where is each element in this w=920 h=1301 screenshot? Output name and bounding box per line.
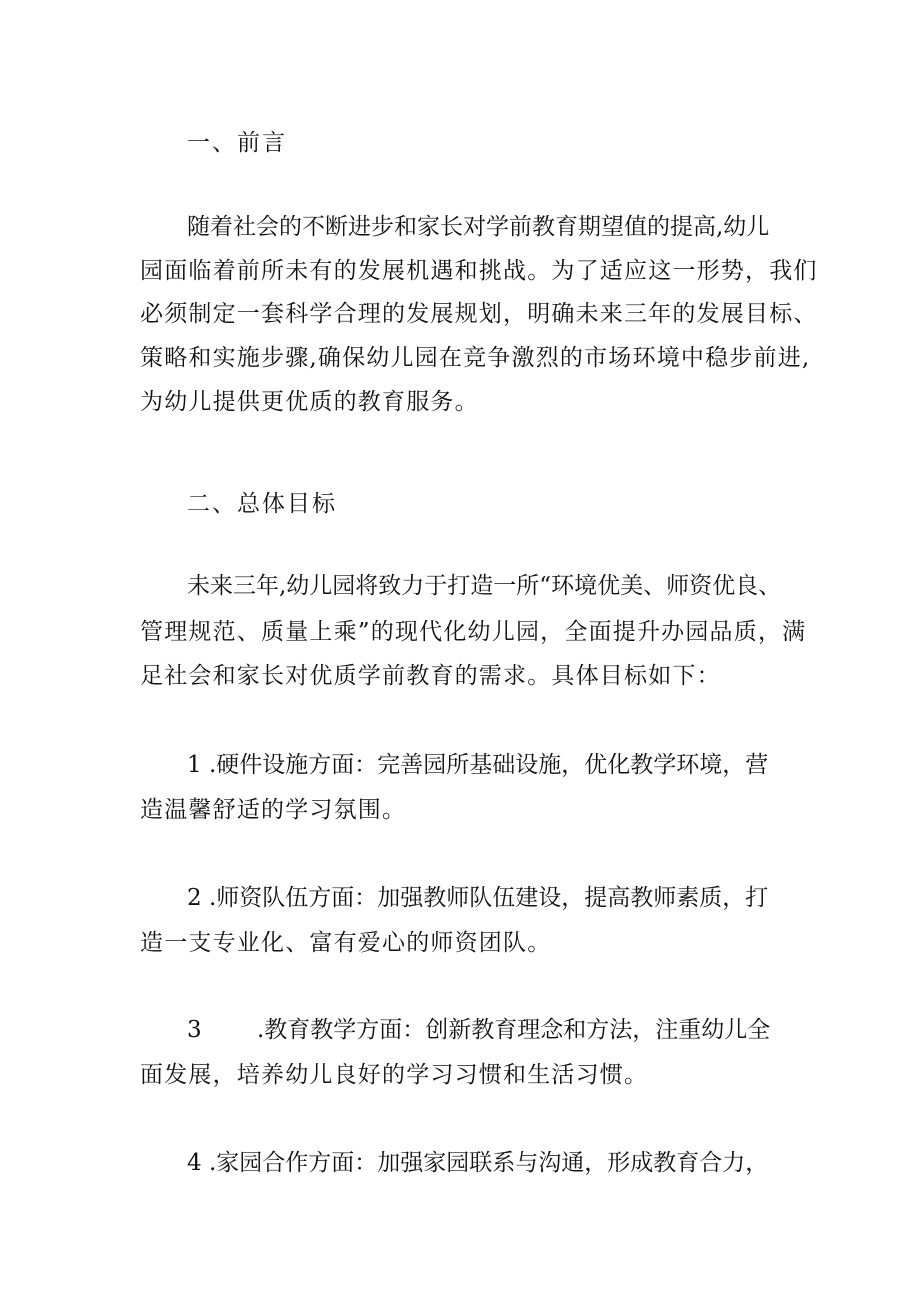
list-item-text: .家园合作方面：加强家园联系与沟通，形成教育合力， — [208, 1150, 769, 1176]
paragraph-line: 策略和实施步骤,确保幼儿园在竞争激烈的市场环境中稳步前进, — [140, 345, 811, 371]
section-heading-goals: 二、总体目标 — [187, 491, 337, 517]
paragraph-line: 园面临着前所未有的发展机遇和挑战。为了适应这一形势，我们 — [140, 258, 818, 284]
paragraph-line: 为幼儿提供更优质的教育服务。 — [140, 389, 479, 415]
list-item-number: 2 — [187, 885, 202, 911]
list-item-number: 4 — [187, 1150, 202, 1176]
list-item-continuation: 造温馨舒适的学习氛围。 — [140, 797, 407, 823]
list-item-4 — [187, 1148, 768, 1178]
paragraph-line: 必须制定一套科学合理的发展规划，明确未来三年的发展目标、 — [140, 301, 818, 327]
list-item-continuation: 面发展，培养幼儿良好的学习习惯和生活习惯。 — [140, 1062, 649, 1088]
list-item-continuation: 造一支专业化、富有爱心的师资团队。 — [140, 930, 552, 956]
paragraph-line: 未来三年,幼儿园将致力于打造一所“环境优美、师资优良、 — [187, 573, 782, 599]
paragraph-line: 管理规范、质量上乘”的现代化幼儿园，全面提升办园品质，满 — [140, 619, 807, 645]
list-item-text: .硬件设施方面：完善园所基础设施，优化教学环境，营 — [208, 752, 769, 778]
list-item-1 — [187, 750, 768, 780]
list-item-text: .师资队伍方面：加强教师队伍建设，提高教师素质，打 — [208, 885, 769, 911]
list-item-text: .教育教学方面：创新教育理念和方法，注重幼儿全 — [256, 1017, 771, 1043]
list-item-number: 1 — [187, 752, 202, 778]
list-item-3 — [187, 1015, 770, 1045]
paragraph-line: 随着社会的不断进步和家长对学前教育期望值的提高,幼儿 — [187, 214, 770, 240]
list-item-2 — [187, 883, 768, 913]
paragraph-line: 足社会和家长对优质学前教育的需求。具体目标如下： — [140, 663, 721, 689]
list-item-number: 3 — [187, 1017, 202, 1043]
section-heading-preface: 一、前言 — [187, 130, 287, 156]
